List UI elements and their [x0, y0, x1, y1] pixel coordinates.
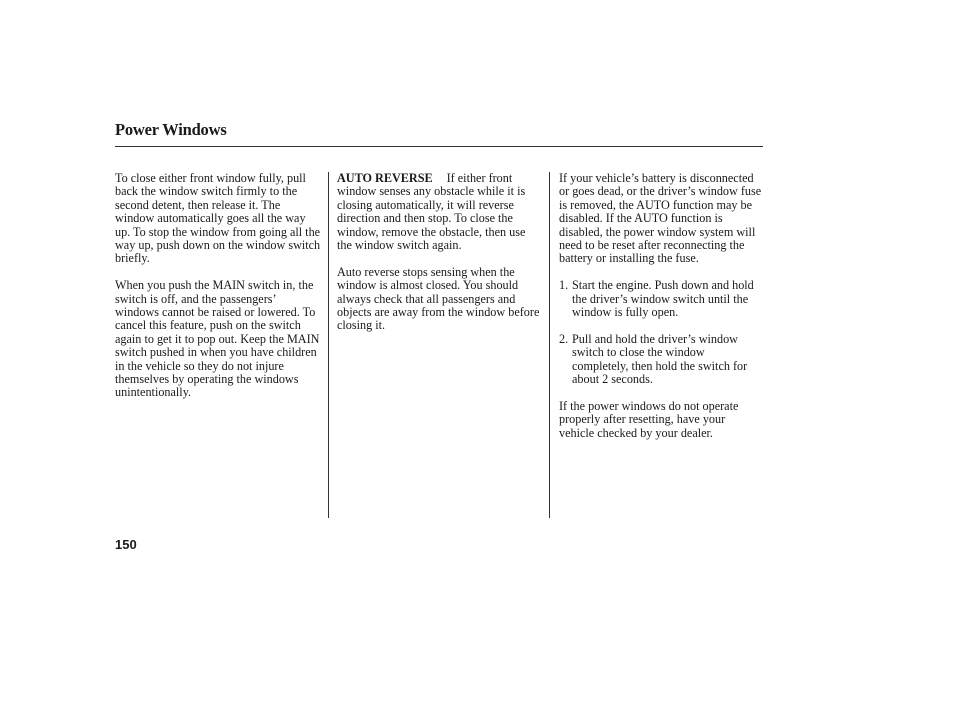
title-divider	[115, 146, 763, 147]
step-text: Start the engine. Push down and hold the driver’s window switch until the window is fully open.	[572, 278, 754, 320]
page-number: 150	[115, 537, 137, 552]
column-right	[559, 172, 763, 453]
step-number: 2.	[559, 331, 569, 346]
column-divider-2	[549, 172, 550, 518]
column-divider-1	[328, 172, 329, 518]
paragraph-auto-reverse	[337, 172, 542, 252]
step-number: 1.	[559, 278, 569, 293]
step-text: Pull and hold the driver’s window switch to close the window completely, then hold the switch for about 2 seconds.	[572, 331, 748, 387]
column-middle	[337, 172, 542, 346]
list-item-step-1	[559, 279, 763, 319]
term-auto-reverse: AUTO REVERSE	[337, 171, 433, 185]
paragraph-closing-window: To close either front window fully, pull back the window switch firmly to the second detent, then release it. The window automatically goes all the way up. To stop the window from going all the way up, push down on the window switch briefly.	[115, 171, 321, 266]
paragraph-main-switch: When you push the MAIN switch in, the switch is off, and the passengers’ windows cannot be raised or lowered. To cancel this feature, push on the switch again to get it to pop out. Keep the MAIN switch pushed in when you have children in the vehicle so they do not injure themselves by operating the windows unintentionally.	[115, 278, 320, 400]
list-item-step-2	[559, 333, 763, 387]
paragraph-dealer-check: If the power windows do not operate properly after resetting, have your vehicle checked by your dealer.	[559, 398, 739, 440]
page-title: Power Windows	[115, 120, 227, 139]
auto-reverse-text: If either front window senses any obstacle while it is closing automatically, it will reverse direction and then stop. To close the window, remove the obstacle, then use the window switch again.	[337, 171, 526, 253]
paragraph-battery-reset: If your vehicle’s battery is disconnected or goes dead, or the driver’s window fuse is removed, the AUTO function may be disabled. If the AUTO function is disabled, the power window system will need to be reset after reconnecting the battery or installing the fuse.	[559, 171, 762, 266]
column-left	[115, 172, 322, 413]
paragraph-auto-reverse-note: Auto reverse stops sensing when the window is almost closed. You should always check that all passengers and objects are away from the window before closing it.	[337, 264, 540, 333]
